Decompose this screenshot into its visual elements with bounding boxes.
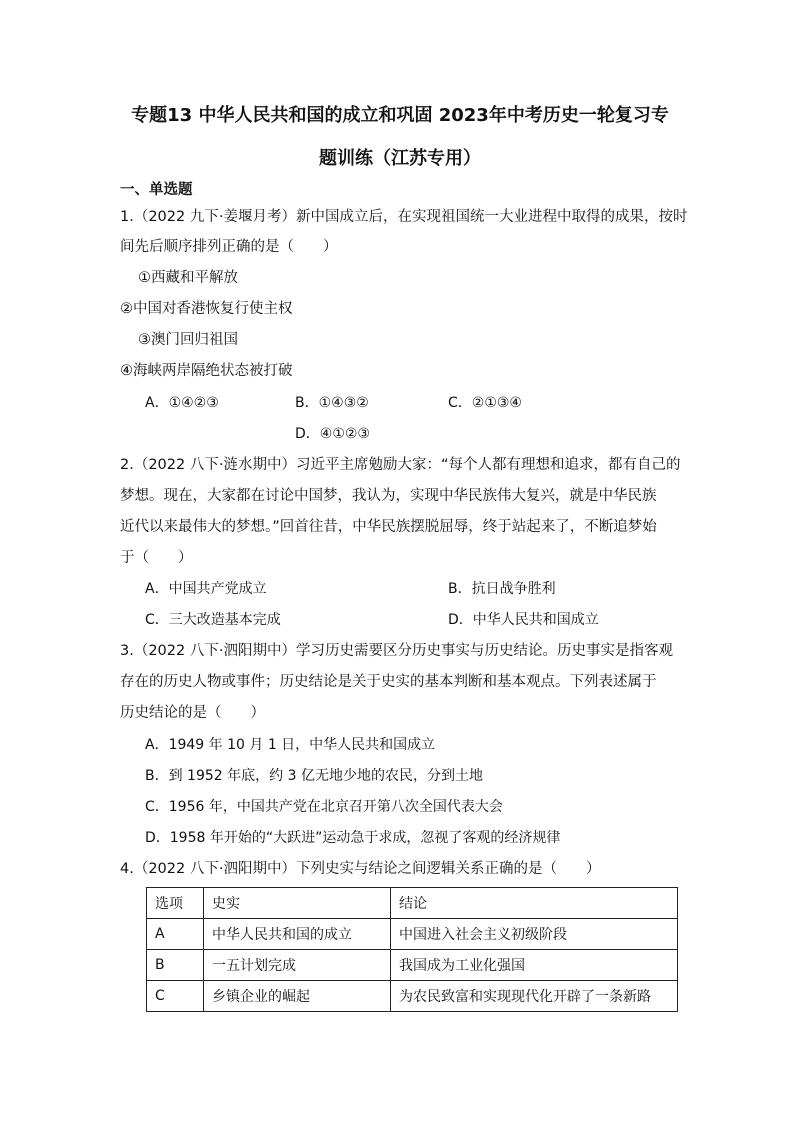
table-header-cell: 选项: [147, 888, 204, 919]
table-header-cell: 结论: [391, 888, 678, 919]
q1-option-d[interactable]: D．④①②③: [295, 426, 370, 442]
section-heading: 一、单选题: [120, 182, 193, 198]
table-cell: 乡镇企业的崛起: [204, 981, 391, 1012]
q3-option-d[interactable]: D．1958 年开始的“大跃进”运动急于求成，忽视了客观的经济规律: [145, 830, 561, 846]
q2-option-c[interactable]: C．三大改造基本完成: [145, 612, 281, 628]
q4-table: [146, 887, 678, 1012]
document-title-line1: 专题13 中华人民共和国的成立和巩固 2023年中考历史一轮复习专: [131, 105, 669, 126]
q3-stem-line2: 存在的历史人物或事件；历史结论是关于史实的基本判断和基本观点。下列表述属于: [120, 674, 657, 690]
q3-option-a[interactable]: A．1949 年 10 月 1 日，中华人民共和国成立: [145, 737, 436, 753]
q3-stem-line3: 历史结论的是（ ）: [120, 705, 265, 721]
table-header-cell: 史实: [204, 888, 391, 919]
q1-stem-line2: 间先后顺序排列正确的是（ ）: [120, 239, 338, 255]
document-title-line2: 题训练（江苏专用）: [319, 148, 481, 169]
table-header-row: [147, 888, 678, 919]
q3-option-c[interactable]: C．1956 年，中国共产党在北京召开第八次全国代表大会: [145, 799, 503, 815]
q1-item-2: ②中国对香港恢复行使主权: [120, 301, 293, 317]
table-cell: 我国成为工业化强国: [391, 950, 678, 981]
table-row: [147, 919, 678, 950]
q2-stem-line2: 梦想。现在，大家都在讨论中国梦，我认为，实现中华民族伟大复兴，就是中华民族: [120, 488, 657, 504]
q2-stem-line1: 2.（2022 八下·涟水期中）习近平主席勉励大家：“每个人都有理想和追求，都有自己的: [120, 457, 681, 473]
table-cell: B: [147, 950, 204, 981]
table-cell: 中国进入社会主义初级阶段: [391, 919, 678, 950]
q1-option-c[interactable]: C．②①③④: [448, 395, 522, 411]
q2-option-a[interactable]: A．中国共产党成立: [145, 581, 267, 597]
table-row: [147, 981, 678, 1012]
q1-item-3: ③澳门回归祖国: [138, 332, 238, 348]
table-cell: C: [147, 981, 204, 1012]
table-cell: A: [147, 919, 204, 950]
table-cell: 一五计划完成: [204, 950, 391, 981]
q2-option-d[interactable]: D．中华人民共和国成立: [448, 612, 599, 628]
table-cell: 为农民致富和实现现代化开辟了一条新路: [391, 981, 678, 1012]
q2-stem-line4: 于（ ）: [120, 550, 193, 566]
q1-item-1: ①西藏和平解放: [138, 270, 238, 286]
q1-option-a[interactable]: A．①④②③: [145, 395, 219, 411]
table-cell: 中华人民共和国的成立: [204, 919, 391, 950]
q1-option-b[interactable]: B．①④③②: [295, 395, 369, 411]
q2-stem-line3: 近代以来最伟大的梦想。”回首往昔，中华民族摆脱屈辱，终于站起来了，不断追梦始: [120, 519, 657, 535]
q4-stem-line1: 4.（2022 八下·泗阳期中）下列史实与结论之间逻辑关系正确的是（ ）: [120, 861, 601, 877]
q1-stem-line1: 1.（2022 九下·姜堰月考）新中国成立后，在实现祖国统一大业进程中取得的成果，按时: [120, 209, 688, 225]
q3-option-b[interactable]: B．到 1952 年底，约 3 亿无地少地的农民，分到土地: [145, 768, 483, 784]
table-row: [147, 950, 678, 981]
q2-option-b[interactable]: B．抗日战争胜利: [448, 581, 556, 597]
q1-item-4: ④海峡两岸隔绝状态被打破: [120, 363, 293, 379]
q3-stem-line1: 3.（2022 八下·泗阳期中）学习历史需要区分历史事实与历史结论。历史事实是指客观: [120, 643, 673, 659]
